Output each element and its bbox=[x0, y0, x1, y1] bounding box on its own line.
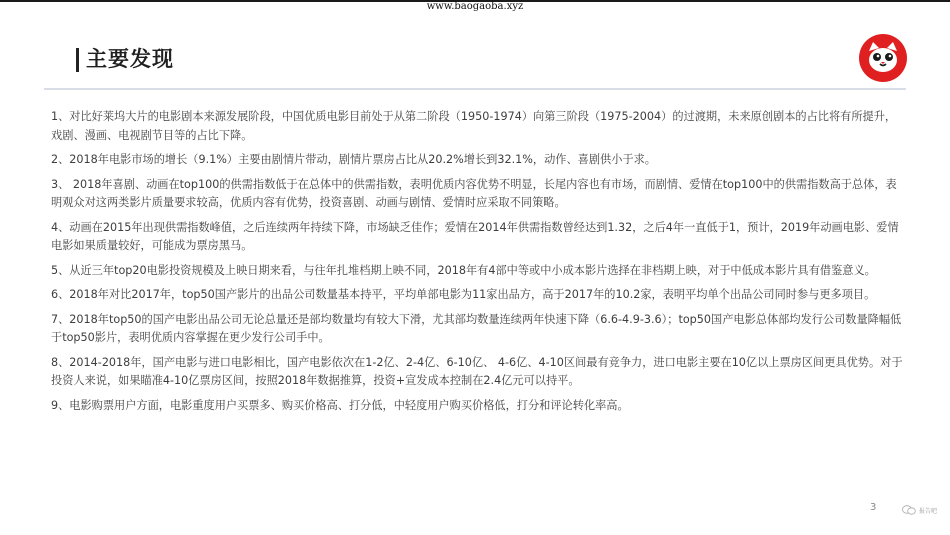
wechat-text: 报告吧 bbox=[919, 507, 938, 515]
finding-item: 6、2018年对比2017年，top50国产影片的出品公司数量基本持平，平均单部电影为11家出品方，高于2017年的10.2家，表明平均单个出品公司同时参与更多项目。 bbox=[51, 288, 876, 301]
finding-item: 8、2014-2018年，国产电影与进口电影相比，国产电影依次在1-2亿、2-4亿、6-10亿、 4-6亿、4-10区间最有竞争力，进口电影主要在10亿以上票房区间更具优势。对于投资人来说，如果瞄准4-10亿票房区间，按照2018年数据推算，投资+宣发成本控制在2.4亿元可以持平。 bbox=[51, 355, 903, 387]
source-url: www.baogaoba.xyz bbox=[426, 1, 524, 12]
page-number: 3 bbox=[870, 502, 877, 513]
finding-item: 9、电影购票用户方面，电影重度用户买票多、购买价格高、打分低，中轻度用户购买价格低，打分和评论转化率高。 bbox=[51, 398, 629, 412]
finding-item: 3、 2018年喜剧、动画在top100的供需指数低于在总体中的供需指数，表明优质内容优势不明显，长尾内容也有市场，而剧情、爱情在top100中的供需指数高于总体，表明观众对这两类影片质量要求较高，优质内容有优势，投资喜剧、动画与剧情、爱情时应采取不同策略。 bbox=[51, 177, 897, 209]
finding-item: 5、从近三年top20电影投资规模及上映日期来看，与往年扎堆档期上映不同，2018年有4部中等或中小成本影片选择在非档期上映，对于中低成本影片具有借鉴意义。 bbox=[51, 263, 876, 277]
title-accent-bar bbox=[76, 48, 79, 72]
title-divider bbox=[44, 88, 906, 90]
finding-item: 1、对比好莱坞大片的电影剧本来源发展阶段，中国优质电影目前处于从第二阶段（1950-1974）向第三阶段（1975-2004）的过渡期，未来原创剧本的占比将有所提升，戏剧、漫画、电视剧节目等的占比下降。 bbox=[51, 110, 897, 142]
finding-item: 7、2018年top50的国产电影出品公司无论总量还是部均数量均有较大下滑，尤其部均数量连续两年快速下降（6.6-4.9-3.6）；top50国产电影总体部均发行公司数量降幅低于top50影片，表明优质内容掌握在更少发行公司手中。 bbox=[51, 312, 902, 344]
cat-face-icon bbox=[858, 33, 908, 83]
page-title: 主要发现 bbox=[86, 47, 174, 71]
finding-item: 4、动画在2015年出现供需指数峰值，之后连续两年持续下降，市场缺乏佳作；爱情在2014年供需指数曾经达到1.32，之后4年一直低于1，预计，2019年动画电影、爱情电影如果质量较好，可能成为票房黑马。 bbox=[51, 220, 899, 252]
finding-item: 2、2018年电影市场的增长（9.1%）主要由剧情片带动，剧情片票房占比从20.2%增长到32.1%，动作、喜剧供小于求。 bbox=[51, 153, 656, 166]
findings-list bbox=[51, 108, 906, 421]
wechat-icon bbox=[902, 505, 916, 515]
wechat-watermark bbox=[902, 505, 937, 515]
